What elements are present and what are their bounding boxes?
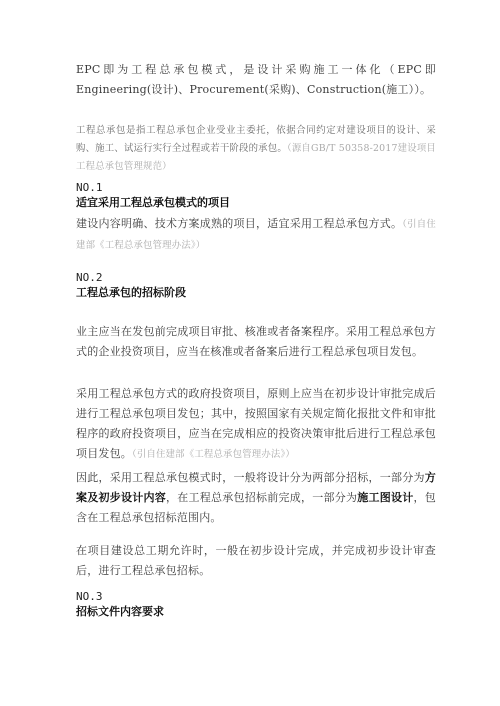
definition-text: 工程总承包是指工程总承包企业受业主委托，依据合同约定对建设项目的设计、采购、施工、试运行实行全过程或若干阶段的承包。 <box>76 125 436 154</box>
section-2-heading <box>76 270 436 301</box>
section-2-paragraph-2 <box>76 384 436 465</box>
definition-citation: （源自GB/T 50358-2017建设项目工程总承包管理规范） <box>76 143 437 172</box>
section-2-paragraph-4: 在项目建设总工期允许时，一般在初步设计完成，并完成初步设计审查后，进行工程总承包招标。 <box>76 544 436 577</box>
section-3-title: 招标文件内容要求 <box>76 605 164 618</box>
para3-bold-construction-drawing: 施工图设计 <box>357 491 414 504</box>
section-2-paragraph-1: 业主应当在发包前完成项目审批、核准或者备案程序。采用工程总承包方式的企业投资项目，应当在核准或者备案后进行工程总承包项目发包。 <box>76 325 436 358</box>
section-2-paragraph-2-citation: （引自住建部《工程总承包管理办法》） <box>132 449 295 460</box>
section-1-number: NO.1 <box>76 181 103 194</box>
para3-bold-scheme: 方案及初步设计内容 <box>76 471 436 504</box>
para3-text-e: ，包含在工程总承包招标范围内。 <box>76 491 436 524</box>
section-3-number: NO.3 <box>76 590 103 603</box>
section-1-citation: （引自住建部《工程总承包管理办法》） <box>76 219 436 251</box>
section-2-title: 工程总承包的招标阶段 <box>76 286 186 299</box>
section-1-heading <box>76 180 436 211</box>
section-2-number: NO.2 <box>76 271 103 284</box>
para3-text-c: ，在工程总承包招标前完成，一部分为 <box>166 491 358 504</box>
intro-paragraph: EPC即为工程总承包模式，是设计采购施工一体化（EPC即Engineering(设计)、Procurement(采购)、Construction(施工））。 <box>76 63 436 96</box>
section-2-paragraph-2-text: 采用工程总承包方式的政府投资项目，原则上应当在初步设计审批完成后进行工程总承包项目发包；其中，按照国家有关规定简化报批文件和审批程序的政府投资项目，应当在完成相应的投资决策审批后进行工程总承包项目发包。 <box>76 387 436 460</box>
section-1-title: 适宜采用工程总承包模式的项目 <box>76 196 230 209</box>
section-1-paragraph <box>76 214 436 256</box>
section-2-paragraph-3 <box>76 468 436 528</box>
para3-text-a: 因此，采用工程总承包模式时，一般将设计分为两部分招标，一部分为 <box>76 471 425 484</box>
definition-paragraph <box>76 122 436 176</box>
section-3-heading <box>76 589 436 620</box>
section-1-text: 建设内容明确、技术方案成熟的项目，适宜采用工程总承包方式。 <box>76 217 403 230</box>
